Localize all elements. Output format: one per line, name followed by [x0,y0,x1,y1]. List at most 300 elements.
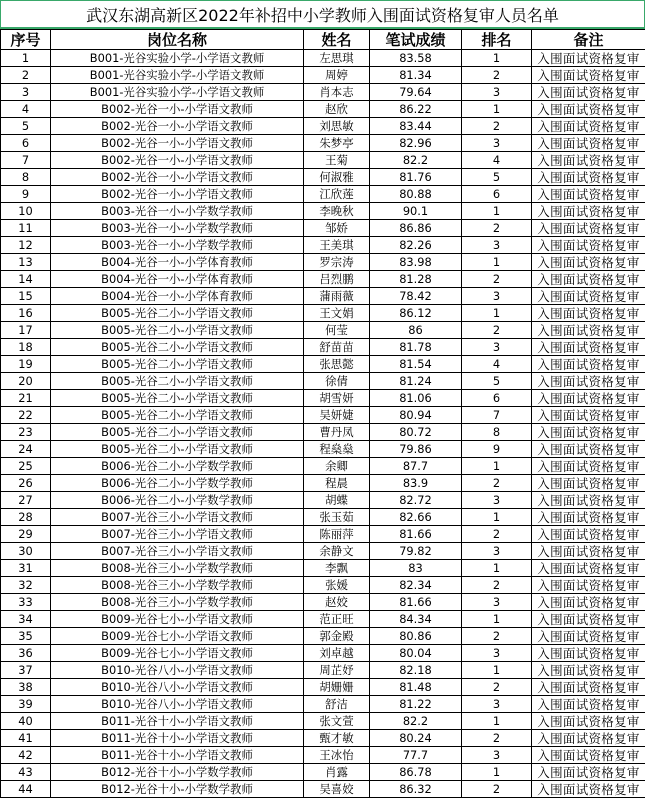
cell-seq[interactable]: 10 [1,203,51,220]
cell-note[interactable]: 入围面试资格复审 [532,764,645,781]
table-row [1,220,645,237]
cell-seq[interactable]: 2 [1,67,51,84]
cell-seq[interactable]: 35 [1,628,51,645]
cell-score[interactable]: 80.94 [370,407,462,424]
table-row [1,628,645,645]
cell-note[interactable]: 入围面试资格复审 [532,492,645,509]
cell-note[interactable]: 入围面试资格复审 [532,696,645,713]
cell-post[interactable]: B012-光谷十小-小学数学教师 [51,764,304,781]
cell-note[interactable]: 入围面试资格复审 [532,645,645,662]
header-note[interactable]: 备注 [532,30,645,50]
cell-post[interactable]: B008-光谷三小-小学数学教师 [51,594,304,611]
cell-post[interactable]: B001-光谷实验小学-小学语文教师 [51,50,304,67]
cell-seq[interactable]: 13 [1,254,51,271]
cell-name[interactable]: 范正旺 [304,611,370,628]
cell-seq[interactable]: 1 [1,50,51,67]
table-row [1,135,645,152]
cell-post[interactable]: B002-光谷一小-小学语文教师 [51,186,304,203]
cell-score[interactable]: 83 [370,560,462,577]
cell-name[interactable]: 吴喜姣 [304,781,370,798]
cell-score[interactable]: 82.2 [370,713,462,730]
cell-seq[interactable]: 34 [1,611,51,628]
table-row [1,475,645,492]
table-row [1,560,645,577]
table-row [1,594,645,611]
cell-score[interactable]: 82.2 [370,152,462,169]
cell-score[interactable]: 79.64 [370,84,462,101]
cell-rank[interactable]: 1 [462,203,532,220]
cell-note[interactable]: 入围面试资格复审 [532,305,645,322]
table-row [1,254,645,271]
header-score[interactable]: 笔试成绩 [370,30,462,50]
cell-note[interactable]: 入围面试资格复审 [532,356,645,373]
sheet-title[interactable]: 武汉东湖高新区2022年补招中小学教师入围面试资格复审人员名单 [0,0,645,29]
cell-rank[interactable]: 2 [462,271,532,288]
cell-post[interactable]: B004-光谷一小-小学体育教师 [51,271,304,288]
cell-rank[interactable]: 4 [462,152,532,169]
cell-note[interactable]: 入围面试资格复审 [532,390,645,407]
cell-name[interactable]: 余静文 [304,543,370,560]
cell-rank[interactable]: 9 [462,441,532,458]
cell-post[interactable]: B005-光谷二小-小学语文教师 [51,424,304,441]
cell-seq[interactable]: 33 [1,594,51,611]
cell-score[interactable]: 82.72 [370,492,462,509]
cell-name[interactable]: 程晨 [304,475,370,492]
cell-post[interactable]: B005-光谷二小-小学语文教师 [51,322,304,339]
cell-rank[interactable]: 2 [462,577,532,594]
table-row [1,747,645,764]
cell-seq[interactable]: 42 [1,747,51,764]
cell-post[interactable]: B008-光谷三小-小学数学教师 [51,577,304,594]
cell-rank[interactable]: 3 [462,84,532,101]
cell-note[interactable]: 入围面试资格复审 [532,84,645,101]
cell-post[interactable]: B001-光谷实验小学-小学语文教师 [51,84,304,101]
cell-seq[interactable]: 20 [1,373,51,390]
header-name[interactable]: 姓名 [304,30,370,50]
header-seq[interactable]: 序号 [1,30,51,50]
cell-score[interactable]: 81.78 [370,339,462,356]
cell-note[interactable]: 入围面试资格复审 [532,220,645,237]
cell-note[interactable]: 入围面试资格复审 [532,67,645,84]
table-row [1,237,645,254]
cell-score[interactable]: 82.18 [370,662,462,679]
cell-note[interactable]: 入围面试资格复审 [532,271,645,288]
cell-rank[interactable]: 3 [462,543,532,560]
cell-note[interactable]: 入围面试资格复审 [532,662,645,679]
cell-seq[interactable]: 3 [1,84,51,101]
cell-name[interactable]: 李晚秋 [304,203,370,220]
cell-rank[interactable]: 5 [462,169,532,186]
cell-score[interactable]: 86.32 [370,781,462,798]
cell-rank[interactable]: 2 [462,679,532,696]
cell-rank[interactable]: 1 [462,509,532,526]
table-row [1,356,645,373]
cell-note[interactable]: 入围面试资格复审 [532,526,645,543]
cell-seq[interactable]: 29 [1,526,51,543]
cell-post[interactable]: B009-光谷七小-小学语文教师 [51,645,304,662]
cell-rank[interactable]: 3 [462,696,532,713]
cell-note[interactable]: 入围面试资格复审 [532,594,645,611]
cell-rank[interactable]: 2 [462,220,532,237]
cell-seq[interactable]: 11 [1,220,51,237]
cell-name[interactable]: 肖本志 [304,84,370,101]
cell-score[interactable]: 78.42 [370,288,462,305]
cell-seq[interactable]: 22 [1,407,51,424]
cell-seq[interactable]: 31 [1,560,51,577]
cell-note[interactable]: 入围面试资格复审 [532,373,645,390]
cell-note[interactable]: 入围面试资格复审 [532,135,645,152]
cell-note[interactable]: 入围面试资格复审 [532,441,645,458]
cell-note[interactable]: 入围面试资格复审 [532,237,645,254]
cell-score[interactable]: 81.66 [370,526,462,543]
cell-post[interactable]: B006-光谷二小-小学数学教师 [51,492,304,509]
cell-seq[interactable]: 38 [1,679,51,696]
table-body [1,50,645,798]
cell-post[interactable]: B007-光谷三小-小学语文教师 [51,543,304,560]
cell-name[interactable]: 吕烈鹏 [304,271,370,288]
cell-note[interactable]: 入围面试资格复审 [532,186,645,203]
cell-seq[interactable]: 21 [1,390,51,407]
cell-rank[interactable]: 8 [462,424,532,441]
cell-rank[interactable]: 1 [462,101,532,118]
cell-name[interactable]: 王菊 [304,152,370,169]
cell-post[interactable]: B002-光谷一小-小学语文教师 [51,152,304,169]
cell-rank[interactable]: 6 [462,186,532,203]
cell-post[interactable]: B010-光谷八小-小学语文教师 [51,662,304,679]
candidate-table [0,29,645,798]
cell-score[interactable]: 82.66 [370,509,462,526]
cell-score[interactable]: 79.82 [370,543,462,560]
cell-seq[interactable]: 8 [1,169,51,186]
cell-post[interactable]: B006-光谷二小-小学数学教师 [51,458,304,475]
cell-note[interactable]: 入围面试资格复审 [532,424,645,441]
cell-seq[interactable]: 32 [1,577,51,594]
cell-score[interactable]: 81.28 [370,271,462,288]
cell-name[interactable]: 朱梦亭 [304,135,370,152]
cell-name[interactable]: 吴妍婕 [304,407,370,424]
cell-name[interactable]: 徐倩 [304,373,370,390]
cell-post[interactable]: B002-光谷一小-小学语文教师 [51,135,304,152]
cell-name[interactable]: 肖露 [304,764,370,781]
cell-rank[interactable]: 2 [462,322,532,339]
cell-rank[interactable]: 1 [462,611,532,628]
cell-post[interactable]: B004-光谷一小-小学体育教师 [51,254,304,271]
cell-seq[interactable]: 4 [1,101,51,118]
cell-rank[interactable]: 1 [462,662,532,679]
cell-note[interactable]: 入围面试资格复审 [532,679,645,696]
cell-post[interactable]: B005-光谷二小-小学语文教师 [51,305,304,322]
cell-post[interactable]: B002-光谷一小-小学语文教师 [51,101,304,118]
cell-name[interactable]: 周婷 [304,67,370,84]
cell-note[interactable]: 入围面试资格复审 [532,730,645,747]
cell-name[interactable]: 何淑雅 [304,169,370,186]
cell-note[interactable]: 入围面试资格复审 [532,101,645,118]
cell-note[interactable]: 入围面试资格复审 [532,169,645,186]
cell-rank[interactable]: 3 [462,594,532,611]
cell-seq[interactable]: 14 [1,271,51,288]
cell-rank[interactable]: 2 [462,475,532,492]
cell-note[interactable]: 入围面试资格复审 [532,560,645,577]
cell-seq[interactable]: 7 [1,152,51,169]
cell-rank[interactable]: 4 [462,356,532,373]
cell-note[interactable]: 入围面试资格复审 [532,322,645,339]
cell-name[interactable]: 郭金殿 [304,628,370,645]
cell-seq[interactable]: 9 [1,186,51,203]
table-row [1,611,645,628]
cell-name[interactable]: 舒苗苗 [304,339,370,356]
cell-note[interactable]: 入围面试资格复审 [532,288,645,305]
cell-seq[interactable]: 18 [1,339,51,356]
table-row [1,322,645,339]
table-row [1,526,645,543]
cell-rank[interactable]: 6 [462,390,532,407]
cell-score[interactable]: 83.58 [370,50,462,67]
cell-name[interactable]: 江欣莲 [304,186,370,203]
cell-note[interactable]: 入围面试资格复审 [532,254,645,271]
table-row [1,781,645,798]
cell-post[interactable]: B011-光谷十小-小学语文教师 [51,747,304,764]
cell-seq[interactable]: 16 [1,305,51,322]
table-row [1,458,645,475]
cell-post[interactable]: B005-光谷二小-小学语文教师 [51,390,304,407]
cell-post[interactable]: B002-光谷一小-小学语文教师 [51,169,304,186]
cell-score[interactable]: 87.7 [370,458,462,475]
cell-note[interactable]: 入围面试资格复审 [532,713,645,730]
header-row [1,30,645,50]
cell-rank[interactable]: 2 [462,118,532,135]
cell-rank[interactable]: 1 [462,458,532,475]
cell-score[interactable]: 81.06 [370,390,462,407]
table-row [1,203,645,220]
cell-name[interactable]: 赵欣 [304,101,370,118]
header-post[interactable]: 岗位名称 [51,30,304,50]
cell-seq[interactable]: 40 [1,713,51,730]
table-row [1,543,645,560]
table-row [1,186,645,203]
cell-seq[interactable]: 44 [1,781,51,798]
cell-name[interactable]: 蒲雨薇 [304,288,370,305]
cell-score[interactable]: 80.88 [370,186,462,203]
cell-note[interactable]: 入围面试资格复审 [532,781,645,798]
cell-score[interactable]: 79.86 [370,441,462,458]
cell-note[interactable]: 入围面试资格复审 [532,747,645,764]
cell-post[interactable]: B005-光谷二小-小学语文教师 [51,373,304,390]
cell-score[interactable]: 90.1 [370,203,462,220]
cell-seq[interactable]: 6 [1,135,51,152]
cell-name[interactable]: 舒洁 [304,696,370,713]
cell-rank[interactable]: 2 [462,781,532,798]
cell-seq[interactable]: 17 [1,322,51,339]
cell-note[interactable]: 入围面试资格复审 [532,458,645,475]
cell-name[interactable]: 赵姣 [304,594,370,611]
cell-score[interactable]: 82.26 [370,237,462,254]
cell-name[interactable]: 张媛 [304,577,370,594]
cell-post[interactable]: B002-光谷一小-小学语文教师 [51,118,304,135]
cell-note[interactable]: 入围面试资格复审 [532,203,645,220]
cell-rank[interactable]: 5 [462,373,532,390]
cell-note[interactable]: 入围面试资格复审 [532,577,645,594]
cell-score[interactable]: 80.72 [370,424,462,441]
cell-seq[interactable]: 24 [1,441,51,458]
cell-note[interactable]: 入围面试资格复审 [532,50,645,67]
cell-score[interactable]: 86 [370,322,462,339]
cell-name[interactable]: 王文娟 [304,305,370,322]
cell-seq[interactable]: 19 [1,356,51,373]
table-row [1,407,645,424]
cell-score[interactable]: 81.54 [370,356,462,373]
cell-name[interactable]: 刘卓越 [304,645,370,662]
cell-note[interactable]: 入围面试资格复审 [532,118,645,135]
cell-score[interactable]: 77.7 [370,747,462,764]
cell-name[interactable]: 王美琪 [304,237,370,254]
cell-post[interactable]: B007-光谷三小-小学语文教师 [51,526,304,543]
cell-score[interactable]: 86.86 [370,220,462,237]
header-rank[interactable]: 排名 [462,30,532,50]
cell-rank[interactable]: 2 [462,67,532,84]
cell-score[interactable]: 83.44 [370,118,462,135]
cell-rank[interactable]: 3 [462,288,532,305]
cell-post[interactable]: B011-光谷十小-小学语文教师 [51,730,304,747]
cell-seq[interactable]: 43 [1,764,51,781]
cell-seq[interactable]: 12 [1,237,51,254]
cell-score[interactable]: 81.76 [370,169,462,186]
cell-rank[interactable]: 1 [462,50,532,67]
cell-post[interactable]: B007-光谷三小-小学语文教师 [51,509,304,526]
cell-note[interactable]: 入围面试资格复审 [532,543,645,560]
cell-seq[interactable]: 41 [1,730,51,747]
cell-name[interactable]: 陈丽萍 [304,526,370,543]
cell-name[interactable]: 甄才敏 [304,730,370,747]
table-row [1,152,645,169]
cell-post[interactable]: B001-光谷实验小学-小学语文教师 [51,67,304,84]
cell-name[interactable]: 余卿 [304,458,370,475]
cell-name[interactable]: 程燊燊 [304,441,370,458]
cell-name[interactable]: 刘思敏 [304,118,370,135]
cell-rank[interactable]: 1 [462,713,532,730]
cell-note[interactable]: 入围面试资格复审 [532,611,645,628]
cell-score[interactable]: 84.34 [370,611,462,628]
cell-post[interactable]: B003-光谷一小-小学数学教师 [51,237,304,254]
table-row [1,645,645,662]
cell-note[interactable]: 入围面试资格复审 [532,475,645,492]
cell-name[interactable]: 王冰怡 [304,747,370,764]
cell-note[interactable]: 入围面试资格复审 [532,407,645,424]
cell-note[interactable]: 入围面试资格复审 [532,339,645,356]
table-row [1,373,645,390]
cell-post[interactable]: B008-光谷三小-小学数学教师 [51,560,304,577]
cell-rank[interactable]: 2 [462,526,532,543]
cell-name[interactable]: 罗宗涛 [304,254,370,271]
cell-post[interactable]: B012-光谷十小-小学数学教师 [51,781,304,798]
cell-post[interactable]: B005-光谷二小-小学语文教师 [51,407,304,424]
cell-post[interactable]: B005-光谷二小-小学语文教师 [51,441,304,458]
cell-name[interactable]: 何莹 [304,322,370,339]
cell-post[interactable]: B009-光谷七小-小学语文教师 [51,611,304,628]
cell-note[interactable]: 入围面试资格复审 [532,628,645,645]
cell-post[interactable]: B003-光谷一小-小学数学教师 [51,220,304,237]
cell-score[interactable]: 83.98 [370,254,462,271]
cell-score[interactable]: 81.48 [370,679,462,696]
cell-rank[interactable]: 3 [462,135,532,152]
cell-post[interactable]: B005-光谷二小-小学语文教师 [51,356,304,373]
cell-score[interactable]: 80.04 [370,645,462,662]
cell-name[interactable]: 张文萱 [304,713,370,730]
cell-post[interactable]: B005-光谷二小-小学语文教师 [51,339,304,356]
cell-post[interactable]: B003-光谷一小-小学数学教师 [51,203,304,220]
cell-rank[interactable]: 1 [462,254,532,271]
cell-seq[interactable]: 27 [1,492,51,509]
cell-score[interactable]: 81.22 [370,696,462,713]
cell-rank[interactable]: 2 [462,628,532,645]
cell-score[interactable]: 80.24 [370,730,462,747]
table-row [1,101,645,118]
cell-note[interactable]: 入围面试资格复审 [532,509,645,526]
cell-rank[interactable]: 2 [462,730,532,747]
cell-name[interactable]: 胡雪妍 [304,390,370,407]
cell-rank[interactable]: 7 [462,407,532,424]
cell-post[interactable]: B011-光谷十小-小学语文教师 [51,713,304,730]
cell-seq[interactable]: 30 [1,543,51,560]
cell-rank[interactable]: 3 [462,747,532,764]
cell-score[interactable]: 83.9 [370,475,462,492]
cell-seq[interactable]: 23 [1,424,51,441]
table-row [1,84,645,101]
cell-score[interactable]: 86.22 [370,101,462,118]
cell-rank[interactable]: 3 [462,339,532,356]
cell-seq[interactable]: 26 [1,475,51,492]
cell-rank[interactable]: 3 [462,492,532,509]
cell-rank[interactable]: 1 [462,560,532,577]
cell-rank[interactable]: 1 [462,764,532,781]
cell-rank[interactable]: 3 [462,237,532,254]
cell-name[interactable]: 周芷妤 [304,662,370,679]
cell-score[interactable]: 81.34 [370,67,462,84]
cell-seq[interactable]: 36 [1,645,51,662]
cell-score[interactable]: 81.66 [370,594,462,611]
cell-seq[interactable]: 25 [1,458,51,475]
cell-name[interactable]: 曹丹凤 [304,424,370,441]
cell-name[interactable]: 左思琪 [304,50,370,67]
cell-score[interactable]: 82.96 [370,135,462,152]
cell-seq[interactable]: 39 [1,696,51,713]
cell-score[interactable]: 81.24 [370,373,462,390]
table-row [1,696,645,713]
table-row [1,713,645,730]
cell-name[interactable]: 邹娇 [304,220,370,237]
cell-rank[interactable]: 3 [462,645,532,662]
cell-seq[interactable]: 28 [1,509,51,526]
cell-name[interactable]: 李飘 [304,560,370,577]
cell-post[interactable]: B010-光谷八小-小学语文教师 [51,679,304,696]
cell-note[interactable]: 入围面试资格复审 [532,152,645,169]
cell-seq[interactable]: 37 [1,662,51,679]
cell-post[interactable]: B010-光谷八小-小学语文教师 [51,696,304,713]
cell-score[interactable]: 82.34 [370,577,462,594]
cell-post[interactable]: B006-光谷二小-小学数学教师 [51,475,304,492]
cell-name[interactable]: 张思懿 [304,356,370,373]
cell-score[interactable]: 86.12 [370,305,462,322]
cell-name[interactable]: 胡蝶 [304,492,370,509]
cell-seq[interactable]: 5 [1,118,51,135]
cell-post[interactable]: B009-光谷七小-小学语文教师 [51,628,304,645]
cell-score[interactable]: 86.78 [370,764,462,781]
cell-rank[interactable]: 1 [462,305,532,322]
cell-name[interactable]: 胡姗姗 [304,679,370,696]
cell-name[interactable]: 张玉茹 [304,509,370,526]
cell-seq[interactable]: 15 [1,288,51,305]
cell-post[interactable]: B004-光谷一小-小学体育教师 [51,288,304,305]
cell-score[interactable]: 80.86 [370,628,462,645]
